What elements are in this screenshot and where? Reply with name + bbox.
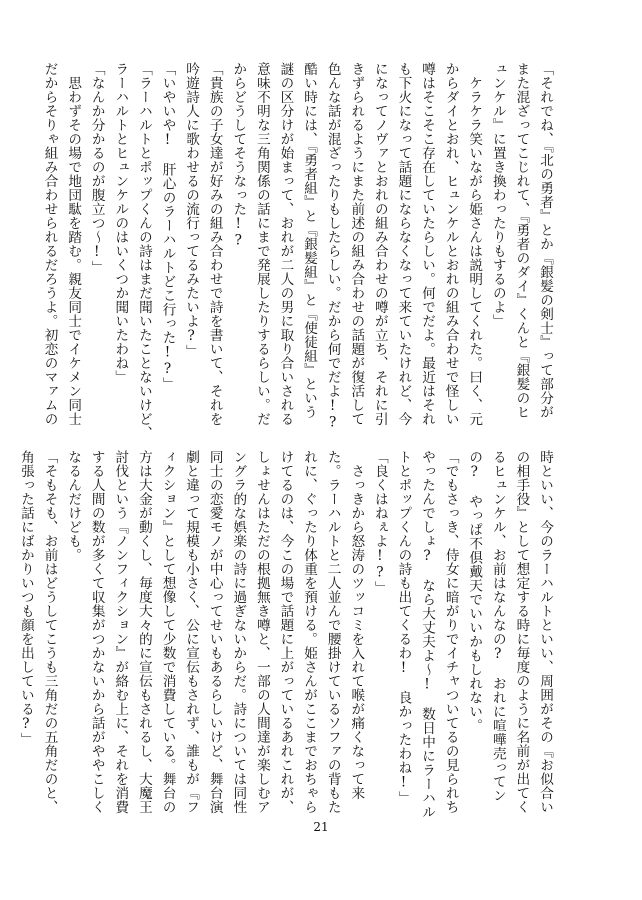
top-text-line: ケラケラ笑いながら姫さんは説明してくれた。曰く、元 (466, 62, 483, 426)
bottom-text-line: の? やっぱ不倶戴天でいいかもしれない。 (466, 450, 483, 733)
bottom-text-line: 討伐という『ノンフィクション』が絡む上に、それを消費 (112, 450, 129, 814)
bottom-text-line: の相手役』として想定する時に毎度のように名前が出てく (513, 450, 530, 814)
top-text-line: 謎の区分けが始まって、おれが二人の男に取り合いされる (277, 62, 294, 426)
bottom-text-line: 「でもさっき、侍女に暗がりでイチャついてるの見られち (442, 450, 459, 814)
bottom-text-line: 時といい、今のラーハルトといい、周囲がその『お似合い (537, 450, 553, 814)
bottom-text-line: 「良くはねぇよ!?」 (371, 450, 388, 595)
bottom-text-line: るヒュンケル、お前はなんなの? おれに喧嘩売ってン (489, 450, 506, 803)
bottom-text-line: 劇と違って規模も小さく、公に宣伝もされず、誰もが『フ (183, 450, 200, 814)
top-text-line: 意味不明な三角関係の話にまで発展したりするらしい。だ (253, 62, 270, 426)
top-text-line: からどうしてそうなった!? (230, 62, 247, 249)
bottom-text-line: しょせんはただの根拠無き噂と、一部の人間達が楽しむア (253, 450, 270, 814)
bottom-text-line: けてるのは、今この場で話題に上がっているあれこれが、 (277, 450, 294, 814)
bottom-text-line: 角張った話にばかりいつも顔を出している?」 (17, 450, 34, 747)
top-text-line: 「それでね、『北の勇者』とか『銀髪の剣士』って部分が (537, 62, 553, 420)
top-text-line: 噂はそこそこ存在していたらしい。何でだよ。最近はそれ (419, 62, 436, 426)
bottom-text-line: 方は大金が動くし、毎度大々的に宣伝もされるし、大魔王 (135, 450, 152, 814)
top-text-line: 「貴族の子女達が好みの組み合わせで詩を書いて、それを (206, 62, 223, 426)
top-text-line: 吟遊詩人に歌わせるの流行ってるみたいよ?」 (183, 62, 200, 359)
top-text-line: きずられるようにまた前述の組み合わせの話題が復活して (348, 62, 365, 426)
top-text-line: 「いやいや! 肝心のラーハルトどこ行った!?」 (159, 62, 176, 392)
bottom-text-line: やったんでしょ? なら大丈夫よ～! 数日中にラーハル (419, 450, 436, 819)
top-text-line: 酷い時には、『勇者組』と『銀髪組』と『使徒組』という (301, 62, 318, 420)
bottom-text-line: ィクション』として想像して少数で消費している。舞台の (159, 450, 176, 814)
text-block-top (41, 62, 556, 440)
top-text-line: また混ざってこじれて、『勇者のダイ』くんと『銀髪のヒ (513, 62, 530, 420)
top-text-line: 「ラーハルトとポップくんの詩はまだ聞いたことないけど、 (135, 62, 152, 440)
top-text-line: ュンケル』に置き換わったりもするのよ」 (489, 62, 506, 328)
bottom-text-line: する人間の数が多くて収集がつかないから話がややこしく (88, 450, 105, 814)
top-text-line: も下火になって話題にならなくなって来ていたけれど、今 (395, 62, 412, 426)
bottom-text-line: 同士の恋愛モノが中心ってせいもあるらしいけど、舞台演 (206, 450, 223, 814)
top-text-line: からダイとおれ、ヒュンケルとおれの組み合わせで怪しい (442, 62, 459, 426)
top-text-line: だからそりゃ組み合わせられるだろうよ。初恋のマァムの (41, 62, 58, 426)
text-block-bottom (17, 450, 556, 819)
top-text-line: ラーハルトとヒュンケルのはいくつか聞いたわね」 (112, 62, 129, 384)
top-text-line: になってノヴァとおれの組み合わせの噂が立ち、それに引 (371, 62, 388, 426)
bottom-text-line: 「そもそも、お前はどうしてこうも三角だの五角だのと、 (41, 450, 58, 814)
bottom-text-line: た。ラーハルトと二人並んで腰掛けているソファの背もた (324, 450, 341, 814)
bottom-text-line: れに、ぐったり体重を預ける。姫さんがここまでおちゃら (301, 450, 318, 814)
top-text-line: 「なんか分かるのが腹立つ～!」 (88, 62, 105, 275)
bottom-text-line: ングラ的な娯楽の詩に過ぎないからだ。詩については同性 (230, 450, 247, 814)
bottom-text-line: さっきから怒涛のツッコミを入れて喉が痛くなって来 (348, 450, 365, 800)
bottom-text-line: なるんだけども。 (65, 450, 82, 562)
top-text-line: 色んな話が混ざったりもしたらしい。だから何でだよ!? (324, 62, 341, 431)
bottom-text-line: トとポップくんの詩も出てくるわ! 良かったわね!」 (395, 450, 412, 805)
page-number: 21 (313, 820, 329, 834)
top-text-line: 思わずその場で地団駄を踏む。親友同士でイケメン同士 (65, 62, 82, 426)
